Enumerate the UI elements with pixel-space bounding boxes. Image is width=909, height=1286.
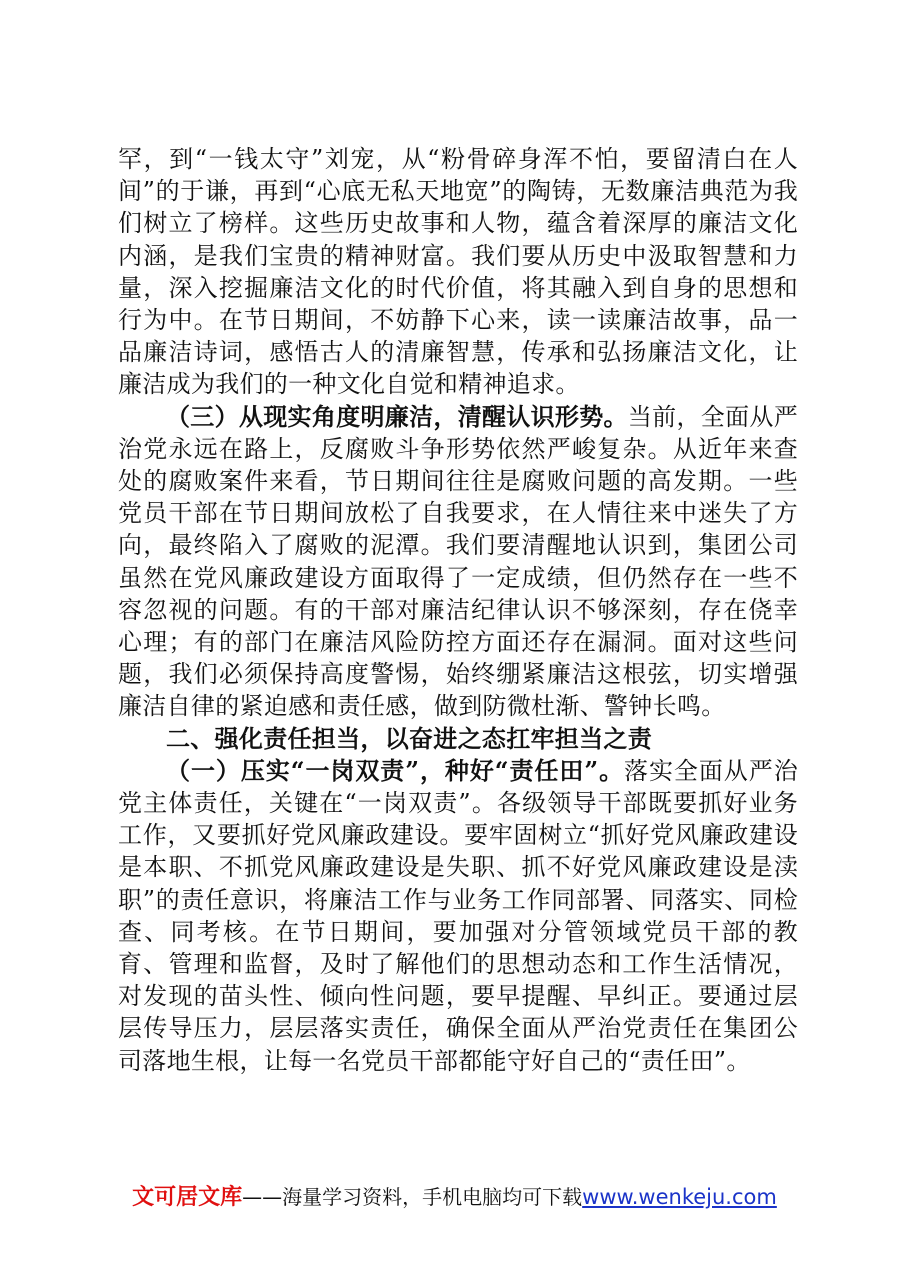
footer-dash: ——: [242, 1185, 283, 1209]
paragraph-one-post-two-duties: [118, 755, 798, 1077]
paragraph-text: 罕，到“一钱太守”刘宠，从“粉骨碎身浑不怕，要留清白在人间”的于谦，再到“心底无私天地宽”的陶铸，无数廉洁典范为我们树立了榜样。这些历史故事和人物，蕴含着深厚的廉洁文化内涵，是我们宝贵的精神财富。我们要从历史中汲取智慧和力量，深入挖掘廉洁文化的时代价值，将其融入到自身的思想和行为中。在节日期间，不妨静下心来，读一读廉洁故事，品一品廉洁诗词，感悟古人的清廉智慧，传承和弘扬廉洁文化，让廉洁成为我们的一种文化自觉和精神追求。: [118, 145, 798, 399]
document-body: [118, 143, 798, 1077]
footer-banner: [0, 1184, 909, 1211]
paragraph-lead-heading: （三）从现实角度明廉洁，清醒认识形势。: [166, 401, 628, 431]
section-heading: 二、强化责任担当，以奋进之态扛牢担当之责: [166, 724, 652, 753]
paragraph-reality-perspective: [118, 401, 798, 723]
paragraph-lead-heading: （一）压实“一岗双责”，种好“责任田”。: [166, 755, 625, 785]
footer-website-link[interactable]: www.wenkeju.com: [582, 1185, 777, 1209]
paragraph-history-examples: [118, 143, 798, 401]
footer-tagline: 海量学习资料，手机电脑均可下载: [282, 1185, 583, 1209]
paragraph-text: 当前，全面从严治党永远在路上，反腐败斗争形势依然严峻复杂。从近年来查处的腐败案件来看，节日期间往往是腐败问题的高发期。一些党员干部在节日期间放松了自我要求，在人情往来中迷失了方向，最终陷入了腐败的泥潭。我们要清醒地认识到，集团公司虽然在党风廉政建设方面取得了一定成绩，但仍然存在一些不容忽视的问题。有的干部对廉洁纪律认识不够深刻，存在侥幸心理；有的部门在廉洁风险防控方面还存在漏洞。面对这些问题，我们必须保持高度警惕，始终绷紧廉洁这根弦，切实增强廉洁自律的紧迫感和责任感，做到防微杜渐、警钟长鸣。: [118, 402, 798, 721]
paragraph-text: 落实全面从严治党主体责任，关键在“一岗双责”。各级领导干部既要抓好业务工作，又要抓好党风廉政建设。要牢固树立“抓好党风廉政建设是本职、不抓党风廉政建设是失职、抓不好党风廉政建设是渎职”的责任意识，将廉洁工作与业务工作同部署、同落实、同检查、同考核。在节日期间，要加强对分管领域党员干部的教育、管理和监督，及时了解他们的思想动态和工作生活情况，对发现的苗头性、倾向性问题，要早提醒、早纠正。要通过层层传导压力，层层落实责任，确保全面从严治党责任在集团公司落地生根，让每一名党员干部都能守好自己的“责任田”。: [118, 756, 798, 1075]
footer-brand: 文可居文库: [132, 1185, 243, 1210]
